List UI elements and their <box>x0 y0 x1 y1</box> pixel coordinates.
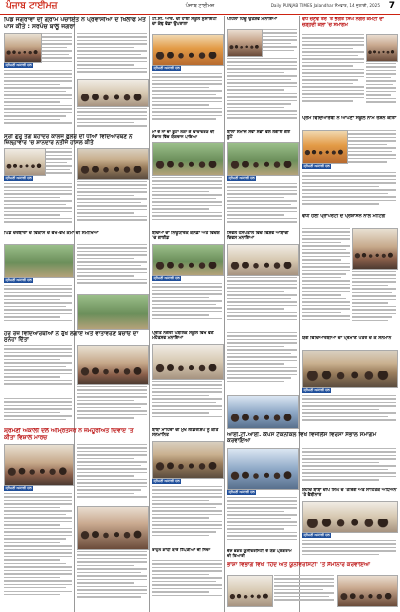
headline-13: ਬੱਚਿਆਂ ਦਾ ਨਿਊਯਾਰਕ ਕਨੇਡਾ ਅਤੇ ਵਿਦੇਸ਼ 'ਚ ਗਾਈਡ <box>152 231 220 242</box>
news-photo <box>152 244 224 276</box>
news-photo <box>4 444 74 486</box>
headline-11: ਸ਼੍ਰੋਮਣੀ ਅਕਾਲੀ ਦਲ ਅੰਮ੍ਰਿਤਸਰ ਨੇ ਜਮਹੂਰੀਅਤ ਦਿਵਾਏ 'ਤੇ ਕੀਤਾ ਵਿਸ਼ਾਲ ਮਾਰਚ <box>4 428 134 441</box>
news-photo <box>302 501 398 533</box>
headline-9: ਬਾਬਾ ਮਾਹਿਰਾਂ ਦੀ ਮੁੱਖ ਲੀਡਰਸ਼ਿਪ ਨੂੰ ਕੀਤੇ ਸਨਮਾਨਿਤ <box>152 428 219 439</box>
news-photo <box>227 395 299 429</box>
article-text <box>302 395 396 429</box>
headline-10: ਰਾਹੁਲ ਗਾਂਧੀ ਬਾਰੇ ਟਿੱਪਣੀਆਂ ਦੀ ਨਿੰਦਾ <box>152 548 211 552</box>
byline-badge: ਸ਼੍ਰੋਮਣੀ ਅਕਾਲੀ ਦਲ <box>228 490 255 494</box>
article-text <box>4 285 72 329</box>
headline-18: ਵਧੀ ਹੋਈ ਪ੍ਰਾਪਰਟੀ ਦੇ ਪ੍ਰਸ਼ਾਸਨ ਨਾਲ ਮੀਟਿੰਗ <box>302 214 386 219</box>
headline-17: ਪ੍ਰੇਮ ਵਿਦਿਆਰਥੀ ਨੇ ਆਪਣਾ ਸਕੂਲ ਨਾਮ ਰੋਸ਼ਨ ਕੀਤਾ <box>302 116 397 121</box>
byline-badge: ਸ਼੍ਰੋਮਣੀ ਅਕਾਲੀ ਦਲ <box>153 66 180 70</box>
article-text <box>77 244 147 292</box>
headline-1: ਪਿੰਡ ਜਗਰਾਵਾਂ ਦੀ ਗ੍ਰਾਮ ਪੰਚਾਇਤ ਨੇ ਪ੍ਰਵਾਸੀਆਂ ਦੇ ਖਿਲਾਫ ਮਤੇ ਪਾਸ ਕੀਤੇ : ਸਰਪੰਚ ਬਾਲੂ ਜਗਰਾ <box>4 17 146 30</box>
article-text <box>152 381 222 425</box>
article-text <box>227 58 297 128</box>
article-text <box>77 181 147 229</box>
news-photo <box>77 345 149 385</box>
news-photo <box>352 228 398 270</box>
news-photo <box>227 244 299 276</box>
article-text <box>4 493 72 605</box>
article-text <box>42 33 72 69</box>
column-rule <box>149 16 150 612</box>
news-photo <box>77 506 149 550</box>
article-text <box>77 444 147 504</box>
article-text <box>227 497 297 547</box>
article-text <box>4 70 72 130</box>
article-text <box>152 283 222 329</box>
news-photo <box>227 142 299 176</box>
article-text <box>77 551 147 605</box>
news-photo <box>366 34 398 62</box>
news-photo <box>152 441 224 479</box>
article-text <box>302 34 364 112</box>
byline-badge: ਸ਼੍ਰੋਮਣੀ ਅਕਾਲੀ ਦਲ <box>303 164 330 168</box>
article-text <box>4 345 72 395</box>
article-text <box>274 575 334 605</box>
article-text <box>152 486 222 546</box>
center-title: ਪੰਜਾਬ ਟਾਈਮਜ਼ <box>185 3 215 9</box>
article-text <box>352 271 396 331</box>
news-photo <box>227 448 299 490</box>
edition-meta: Daily PUNJAB TIMES Jalandhar ਸੋਮਵਾਰ, 14 ਜੁਲਾਈ, 2025 <box>270 3 380 8</box>
news-photo <box>337 575 398 607</box>
byline-badge: ਸ਼੍ਰੋਮਣੀ ਅਕਾਲੀ ਦਲ <box>153 479 180 483</box>
article-text <box>366 63 396 113</box>
news-photo <box>77 148 149 180</box>
news-photo <box>4 33 42 63</box>
article-text <box>77 386 147 426</box>
article-text <box>348 130 396 170</box>
column-rule <box>299 16 300 612</box>
headline-21: ਦੇਸ਼ ਭਗਤ ਯੂਨੀਵਰਸਿਟੀ ਦੇ ਯੋਗ ਪ੍ਰੋਗਰਾਮ ਦੀ ਤਿਆਰੀ <box>227 549 292 558</box>
column-rule <box>224 16 225 612</box>
article-text <box>152 177 222 229</box>
article-text <box>227 183 297 229</box>
headline-15: ਸਿਵਲ ਹਸਪਤਾਲ ਵਿੱਚ ਵਿਸ਼ਵ ਆਬਾਦੀ ਦਿਵਸ ਮਨਾਇਆ <box>227 231 289 242</box>
headline-8: ਬਾਲਾਂ ਸਮਾਜ ਸੇਵਾ ਸਭਾ ਵਲੋਂ ਲਗਾਏ ਗਏ ਬੂਟੇ <box>227 130 291 141</box>
news-photo <box>227 29 263 57</box>
section-brand: ਪੰਜਾਬ ਟਾਈਮਜ਼ <box>6 1 58 11</box>
headline-19: ਯੋਗ ਵਿਦਿਆਰਥੀਆਂ ਦਾ ਪ੍ਰਮਾਣ ਪੱਤਰ ਦੇ ਕੇ ਸਨਮਾਨ <box>302 336 392 341</box>
headline-22: ਭਾਸ਼ਾ ਵਿਭਾਗ ਵਿਖੇ 'ਹਿੰਦ ਅਤੇ ਯੂਨੀਵਰਸਿਟੀ' 'ਤੇ ਸੈਮੀਨਾਰ ਕਰਵਾਇਆ <box>227 562 371 568</box>
headline-12: ਪ੍ਰੀਤ ਨਗਰੀ ਪਬਲਿਕ ਸਕੂਲ ਵਿਖੇ ਵਣ ਮਹੋਤਸਵ ਮਨਾਇਆ <box>152 331 214 342</box>
article-text <box>302 540 396 560</box>
page-header <box>0 0 400 15</box>
news-photo <box>302 350 398 388</box>
article-text <box>4 398 72 426</box>
headline-20: ਸ਼ਹੀਦ ਬਾਬਾ ਦੀਪ ਸਿੰਘ ਦੇ 'ਤਰਿੰਗ ਅਤੇ ਸਾਹਿਤਕ ਅਧਿਐਨ' 'ਤੇ ਵੈਬੀਨਾਰ <box>302 488 398 499</box>
byline-badge: ਸ਼੍ਰੋਮਣੀ ਅਕਾਲੀ ਦਲ <box>228 176 255 180</box>
page-number: 7 <box>388 1 395 11</box>
article-text <box>152 73 222 129</box>
headline-14: ਆਈ.ਟੀ.ਆਈ. ਕੈਪਸ ਟੈਕਨੀਕਲ ਵਿਖੇ ਵਿਜੀਲੈਂਸ ਵਿਰਸਾ ਸੰਭਾਲ ਸਮਾਗਮ ਕਰਵਾਇਆ <box>227 432 377 445</box>
column-rule <box>74 16 75 612</box>
byline-badge: ਸ਼੍ਰੋਮਣੀ ਅਕਾਲੀ ਦਲ <box>303 533 330 537</box>
headline-2: ਸ੍ਰੀ ਗੁਰੂ ਤੇਗ ਬਹਾਦਰ ਕਾਲਜ ਫ਼ੁਲੇਰ ਦੀ ਧੀਆਂ ਵਿਦਿਆਰਥਣ ਨੇ ਜ਼ਿਲ੍ਹਾਵਾਰ 'ਚ ਸ਼ਾਨਦਾਰ ਨਤੀਜੇ ਹਾਸਲ ਕੀਤੇ <box>4 134 133 147</box>
headline-6: ਮਾਂ ਦੇ ਨਾਂ ਦਾ ਬੂਟਾ ਲਗਾ ਕੇ ਵਾਤਾਵਰਣ ਦੀ ਸੰਭਾਲ ਵਿੱਚ ਯੋਗਦਾਨ ਪਾਇਆ <box>152 130 215 139</box>
article-text <box>77 33 147 77</box>
article-text <box>77 108 147 132</box>
article-text <box>227 332 297 392</box>
headline-7: ਪਹਿਲਾ ਹਿੰਦੂ ਉਤਸ਼ਵ ਮਨਾਇਆ <box>227 17 277 22</box>
news-photo <box>152 344 224 380</box>
article-text <box>302 228 350 332</box>
byline-badge: ਸ਼੍ਰੋਮਣੀ ਅਕਾਲੀ ਦਲ <box>303 388 330 392</box>
news-photo <box>152 142 224 176</box>
byline-badge: ਸ਼੍ਰੋਮਣੀ ਅਕਾਲੀ ਦਲ <box>5 486 32 490</box>
article-text <box>227 277 297 329</box>
byline-badge: ਸ਼੍ਰੋਮਣੀ ਅਕਾਲੀ ਦਲ <box>5 63 32 67</box>
news-photo <box>152 34 224 66</box>
article-text <box>152 560 222 605</box>
headline-5: ਟੀ.ਸੀ. ਆਰ. ਦੀ ਹਾਈ ਸਕੂਲ ਸੁਸਾਇਟੀ ਦਾ ਕੱਢ ਵੱਡਾ ਉਪਰਾਲਾ <box>152 17 217 28</box>
article-text <box>46 148 72 180</box>
news-photo <box>227 575 273 607</box>
article-text <box>302 172 396 212</box>
article-text <box>263 29 297 57</box>
news-photo <box>4 244 74 278</box>
news-photo <box>77 294 149 330</box>
news-photo <box>302 130 348 164</box>
headline-3: ਪਿੰਡ ਦਰਬਾਰਾ ਦੇ ਵਿਕਾਸ ਦੇ ਵੱਖ-ਵੱਖ ਕੰਮਾਂ ਦੀ ਸਮੀਖਿਆ <box>4 231 99 236</box>
headline-16: ਵੱਧ ਚੋਣਵੇਂ ਤੌਰ 'ਤੇ ਭਗਤ ਸਿੰਘ ਨਗਰ ਕਮੇਟੀ ਦਾ ਚੜ੍ਹਦੀ ਕਲਾ 'ਚ ਸਮਾਗਮ <box>302 17 384 28</box>
headline-4: ਹਰ ਰੋਜ਼ ਵਿਦਿਆਰਥੀਆਂ ਨੇ ਰੁੱਖ ਲਗਾਏ ਅਤੇ ਵਾਤਾਵਰਣ ਬਚਾਓ ਦਾ ਸੁਨੇਹਾ ਦਿੱਤਾ <box>4 331 139 344</box>
news-photo <box>4 148 46 176</box>
article-text <box>4 183 72 229</box>
article-text <box>302 448 396 486</box>
byline-badge: ਸ਼੍ਰੋਮਣੀ ਅਕਾਲੀ ਦਲ <box>5 278 32 282</box>
byline-badge: ਸ਼੍ਰੋਮਣੀ ਅਕਾਲੀ ਦਲ <box>153 276 180 280</box>
news-photo <box>77 79 149 107</box>
byline-badge: ਸ਼੍ਰੋਮਣੀ ਅਕਾਲੀ ਦਲ <box>5 176 32 180</box>
